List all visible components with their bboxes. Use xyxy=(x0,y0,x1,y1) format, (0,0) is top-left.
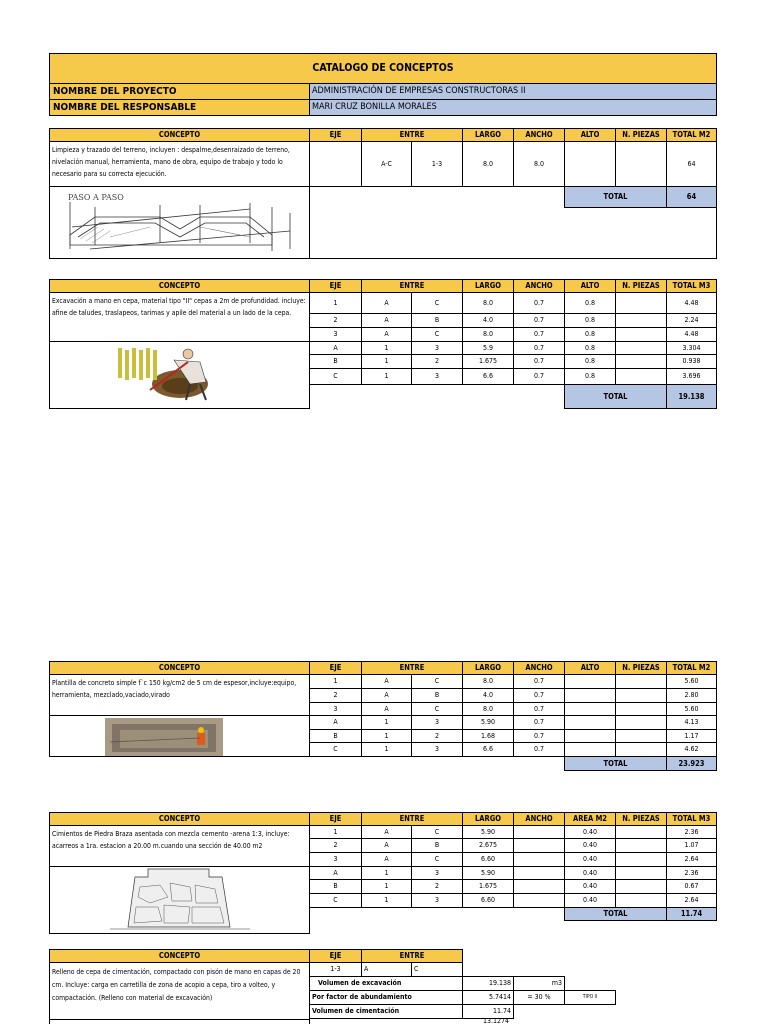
entre-a-cell: A-C xyxy=(361,141,412,187)
largo-header: LARGO xyxy=(462,279,514,293)
area-header: AREA M2 xyxy=(564,812,616,826)
entre-b-cell: C xyxy=(411,962,463,977)
entre-a-cell: A xyxy=(361,838,412,853)
eje-cell: 2 xyxy=(309,313,362,328)
largo-header: LARGO xyxy=(462,128,514,142)
eje-header: EJE xyxy=(309,812,362,826)
piezas-cell xyxy=(615,838,667,853)
concepto-header: CONCEPTO xyxy=(49,949,310,963)
abundamiento-label: Por factor de abundamiento xyxy=(309,990,463,1005)
entre-b-cell: B xyxy=(411,688,463,703)
largo-cell: 1.675 xyxy=(462,879,514,894)
entre-a-cell: A xyxy=(361,688,412,703)
ancho-cell xyxy=(513,825,565,839)
total-cell: 2.64 xyxy=(666,852,717,867)
responsible-value: MARI CRUZ BONILLA MORALES xyxy=(309,99,717,116)
entre-header: ENTRE xyxy=(361,949,463,963)
vol-excavacion-unit: m3 xyxy=(513,976,565,991)
total-cell: 4.48 xyxy=(666,327,717,342)
eje-cell: 1 xyxy=(309,674,362,689)
largo-header: LARGO xyxy=(462,812,514,826)
piezas-cell xyxy=(615,702,667,716)
concepto-header: CONCEPTO xyxy=(49,661,310,675)
entre-b-cell: 3 xyxy=(411,742,463,757)
area-cell: 0.40 xyxy=(564,838,616,853)
largo-cell: 5.90 xyxy=(462,825,514,839)
abundamiento-percent: = 30 % xyxy=(513,990,565,1005)
largo-cell: 6.60 xyxy=(462,852,514,867)
project-label: NOMBRE DEL PROYECTO xyxy=(49,83,310,100)
eje-cell: 2 xyxy=(309,688,362,703)
piezas-header: N. PIEZAS xyxy=(615,128,667,142)
entre-header: ENTRE xyxy=(361,128,463,142)
ancho-header: ANCHO xyxy=(513,812,565,826)
entre-b-cell: B xyxy=(411,313,463,328)
largo-cell: 8.0 xyxy=(462,327,514,342)
ancho-cell: 0.7 xyxy=(513,292,565,314)
area-cell: 0.40 xyxy=(564,825,616,839)
entre-a-cell: A xyxy=(361,852,412,867)
area-cell: 0.40 xyxy=(564,879,616,894)
largo-cell: 6.60 xyxy=(462,893,514,908)
total-cell: 4.13 xyxy=(666,715,717,730)
piezas-cell xyxy=(615,688,667,703)
ancho-cell xyxy=(513,838,565,853)
total-value: 64 xyxy=(666,186,717,208)
concepto-header: CONCEPTO xyxy=(49,128,310,142)
eje-cell: 3 xyxy=(309,702,362,716)
eje-cell: 3 xyxy=(309,852,362,867)
project-value: ADMINISTRACIÓN DE EMPRESAS CONSTRUCTORAS II xyxy=(309,83,717,100)
entre-header: ENTRE xyxy=(361,812,463,826)
ancho-header: ANCHO xyxy=(513,661,565,675)
piezas-cell xyxy=(615,368,667,385)
entre-a-cell: A xyxy=(361,313,412,328)
catalog-title: CATALOGO DE CONCEPTOS xyxy=(49,53,717,84)
piezas-header: N. PIEZAS xyxy=(615,279,667,293)
alto-header: ALTO xyxy=(564,128,616,142)
largo-header: LARGO xyxy=(462,661,514,675)
concept-description: Cimientos de Piedra Braza asentada con mezcla cemento -arena 1:3, incluye: acarreos a 1ra. estacion a 20.00 m.cuando una sección de 40.00 m2 xyxy=(49,825,310,867)
piezas-cell xyxy=(615,313,667,328)
ancho-cell: 0.7 xyxy=(513,674,565,689)
piezas-cell xyxy=(615,141,667,187)
total-cell: 0.67 xyxy=(666,879,717,894)
largo-cell: 8.0 xyxy=(462,141,514,187)
total-cell: 2.80 xyxy=(666,688,717,703)
eje-header: EJE xyxy=(309,128,362,142)
largo-cell: 6.6 xyxy=(462,368,514,385)
piezas-cell xyxy=(615,341,667,355)
total-cell: 5.60 xyxy=(666,674,717,689)
partial-value: 13.1274 xyxy=(483,1018,510,1024)
alto-cell: 0.8 xyxy=(564,368,616,385)
ancho-cell: 0.7 xyxy=(513,715,565,730)
piezas-cell xyxy=(615,825,667,839)
eje-header: EJE xyxy=(309,949,362,963)
ancho-cell: 0.7 xyxy=(513,729,565,743)
eje-cell: 3 xyxy=(309,327,362,342)
piezas-header: N. PIEZAS xyxy=(615,812,667,826)
piezas-cell xyxy=(615,674,667,689)
largo-cell: 4.0 xyxy=(462,313,514,328)
piezas-header: N. PIEZAS xyxy=(615,661,667,675)
entre-a-cell: A xyxy=(361,825,412,839)
ancho-cell: 0.7 xyxy=(513,688,565,703)
stone-foundation-drawing xyxy=(49,866,310,934)
tipo-cell: TIPO II xyxy=(564,990,616,1005)
largo-cell: 5.9 xyxy=(462,341,514,355)
entre-a-cell: A xyxy=(361,292,412,314)
total-cell: 3.696 xyxy=(666,368,717,385)
alto-header: ALTO xyxy=(564,661,616,675)
alto-cell xyxy=(564,141,616,187)
abundamiento-value: 5.7414 xyxy=(462,990,514,1005)
concept-description: Relleno de cepa de cimentación, compactado con pisón de mano en capas de 20 cm. Incluye: carga en carretilla de zona de acopio a cepa, tiro a volteo, y compactación. (Relleno con material de excavación) xyxy=(49,962,310,1020)
concept-description: Limpieza y trazado del terreno, incluyen : despalme,desenraizado de terreno, nivelación manual, herramienta, mano de obra, equipo de trabajo y todo lo necesario para su correcta ejecución. xyxy=(49,141,310,187)
eje-cell: B xyxy=(309,879,362,894)
eje-cell: C xyxy=(309,742,362,757)
entre-a-cell: 1 xyxy=(361,729,412,743)
ancho-cell xyxy=(513,893,565,908)
piezas-cell xyxy=(615,866,667,880)
alto-cell: 0.8 xyxy=(564,327,616,342)
area-cell: 0.40 xyxy=(564,852,616,867)
layout-stakes-illustration xyxy=(49,186,310,259)
entre-b-cell: C xyxy=(411,327,463,342)
alto-cell xyxy=(564,715,616,730)
eje-cell: A xyxy=(309,341,362,355)
piezas-cell xyxy=(615,354,667,369)
piezas-cell xyxy=(615,852,667,867)
eje-cell: A xyxy=(309,715,362,730)
ancho-cell: 0.7 xyxy=(513,368,565,385)
entre-b-cell: C xyxy=(411,292,463,314)
illustration-caption: PASO A PASO xyxy=(68,193,124,202)
entre-a-cell: A xyxy=(361,962,412,977)
total-label: TOTAL xyxy=(564,186,667,208)
eje-cell: B xyxy=(309,354,362,369)
total-value: 19.138 xyxy=(666,384,717,409)
largo-cell: 1.675 xyxy=(462,354,514,369)
eje-cell: 2 xyxy=(309,838,362,853)
total-label: TOTAL xyxy=(564,907,667,921)
total-cell: 2.36 xyxy=(666,825,717,839)
largo-cell: 8.0 xyxy=(462,292,514,314)
ancho-header: ANCHO xyxy=(513,128,565,142)
total-header: TOTAL M2 xyxy=(666,661,717,675)
total-cell: 5.60 xyxy=(666,702,717,716)
entre-a-cell: 1 xyxy=(361,866,412,880)
ancho-cell xyxy=(513,852,565,867)
largo-cell: 6.6 xyxy=(462,742,514,757)
vol-cimentacion-label: Volumen de cimentación xyxy=(309,1004,463,1019)
entre-a-cell: 1 xyxy=(361,742,412,757)
entre-b-cell: 3 xyxy=(411,341,463,355)
ancho-cell: 0.7 xyxy=(513,341,565,355)
entre-b-cell: 2 xyxy=(411,729,463,743)
alto-cell xyxy=(564,674,616,689)
vol-excavacion-value: 19.138 xyxy=(462,976,514,991)
concept-description: Excavación a mano en cepa, material tipo "II" cepas a 2m de profundidad. incluye: afine de taludes, traslapeos, tarimas y apile del material a un lado de la cepa. xyxy=(49,292,310,342)
entre-a-cell: A xyxy=(361,702,412,716)
total-cell: 64 xyxy=(666,141,717,187)
entre-b-cell: 3 xyxy=(411,715,463,730)
largo-cell: 8.0 xyxy=(462,702,514,716)
total-cell: 1.07 xyxy=(666,838,717,853)
total-cell: 2.24 xyxy=(666,313,717,328)
largo-cell: 4.0 xyxy=(462,688,514,703)
entre-header: ENTRE xyxy=(361,279,463,293)
piezas-cell xyxy=(615,742,667,757)
entre-a-cell: 1 xyxy=(361,341,412,355)
entre-a-cell: 1 xyxy=(361,879,412,894)
concepto-header: CONCEPTO xyxy=(49,279,310,293)
total-cell: 4.62 xyxy=(666,742,717,757)
total-label: TOTAL xyxy=(564,384,667,409)
alto-cell: 0.8 xyxy=(564,354,616,369)
alto-cell: 0.8 xyxy=(564,292,616,314)
eje-cell: A xyxy=(309,866,362,880)
alto-cell xyxy=(564,742,616,757)
ancho-cell: 0.7 xyxy=(513,313,565,328)
entre-a-cell: 1 xyxy=(361,368,412,385)
largo-cell: 5.90 xyxy=(462,715,514,730)
eje-header: EJE xyxy=(309,279,362,293)
concrete-pouring-photo xyxy=(49,715,310,757)
alto-cell xyxy=(564,729,616,743)
entre-b-cell: B xyxy=(411,838,463,853)
concepto-header: CONCEPTO xyxy=(49,812,310,826)
eje-cell: 1-3 xyxy=(309,962,362,977)
total-cell: 1.17 xyxy=(666,729,717,743)
entre-a-cell: A xyxy=(361,674,412,689)
total-label: TOTAL xyxy=(564,756,667,771)
ancho-cell xyxy=(513,879,565,894)
entre-b-cell: 3 xyxy=(411,866,463,880)
area-cell: 0.40 xyxy=(564,866,616,880)
total-value: 11.74 xyxy=(666,907,717,921)
eje-cell: B xyxy=(309,729,362,743)
ancho-cell: 0.7 xyxy=(513,327,565,342)
entre-b-cell: 2 xyxy=(411,879,463,894)
piezas-cell xyxy=(615,879,667,894)
largo-cell: 1.68 xyxy=(462,729,514,743)
responsible-label: NOMBRE DEL RESPONSABLE xyxy=(49,99,310,116)
total-value: 23.923 xyxy=(666,756,717,771)
alto-cell xyxy=(564,702,616,716)
vol-excavacion-label: Volumen de excavación xyxy=(309,976,463,991)
piezas-cell xyxy=(615,715,667,730)
total-cell: 0.938 xyxy=(666,354,717,369)
ancho-cell: 0.7 xyxy=(513,354,565,369)
ancho-header: ANCHO xyxy=(513,279,565,293)
eje-cell: 1 xyxy=(309,292,362,314)
ancho-cell: 8.0 xyxy=(513,141,565,187)
ancho-cell: 0.7 xyxy=(513,702,565,716)
total-header: TOTAL M3 xyxy=(666,279,717,293)
ancho-cell xyxy=(513,866,565,880)
entre-b-cell: 1-3 xyxy=(411,141,463,187)
largo-cell: 2.675 xyxy=(462,838,514,853)
largo-cell: 8.0 xyxy=(462,674,514,689)
eje-cell: 1 xyxy=(309,825,362,839)
concept-description: Plantilla de concreto simple f`c 150 kg/cm2 de 5 cm de espesor,incluye:equipo, herramienta, mezclado,vaciado,virado xyxy=(49,674,310,716)
area-cell: 0.40 xyxy=(564,893,616,908)
piezas-cell xyxy=(615,729,667,743)
entre-a-cell: A xyxy=(361,327,412,342)
piezas-cell xyxy=(615,893,667,908)
eje-cell: C xyxy=(309,368,362,385)
vol-cimentacion-value: 11.74 xyxy=(462,1004,514,1019)
entre-b-cell: C xyxy=(411,674,463,689)
total-header: TOTAL M3 xyxy=(666,812,717,826)
eje-cell xyxy=(309,141,362,187)
eje-header: EJE xyxy=(309,661,362,675)
entre-b-cell: 2 xyxy=(411,354,463,369)
entre-a-cell: 1 xyxy=(361,354,412,369)
partial-row xyxy=(309,1018,514,1024)
entre-header: ENTRE xyxy=(361,661,463,675)
entre-b-cell: C xyxy=(411,702,463,716)
piezas-cell xyxy=(615,292,667,314)
alto-cell xyxy=(564,688,616,703)
entre-b-cell: 3 xyxy=(411,893,463,908)
alto-cell: 0.8 xyxy=(564,341,616,355)
total-header: TOTAL M2 xyxy=(666,128,717,142)
entre-b-cell: C xyxy=(411,825,463,839)
entre-a-cell: 1 xyxy=(361,893,412,908)
eje-cell: C xyxy=(309,893,362,908)
ancho-cell: 0.7 xyxy=(513,742,565,757)
entre-a-cell: 1 xyxy=(361,715,412,730)
entre-b-cell: 3 xyxy=(411,368,463,385)
total-cell: 4.48 xyxy=(666,292,717,314)
total-cell: 3.304 xyxy=(666,341,717,355)
entre-b-cell: C xyxy=(411,852,463,867)
next-row-edge xyxy=(49,1019,310,1024)
excavation-illustration xyxy=(49,341,310,409)
piezas-cell xyxy=(615,327,667,342)
total-cell: 2.36 xyxy=(666,866,717,880)
total-cell: 2.64 xyxy=(666,893,717,908)
alto-header: ALTO xyxy=(564,279,616,293)
largo-cell: 5.90 xyxy=(462,866,514,880)
alto-cell: 0.8 xyxy=(564,313,616,328)
